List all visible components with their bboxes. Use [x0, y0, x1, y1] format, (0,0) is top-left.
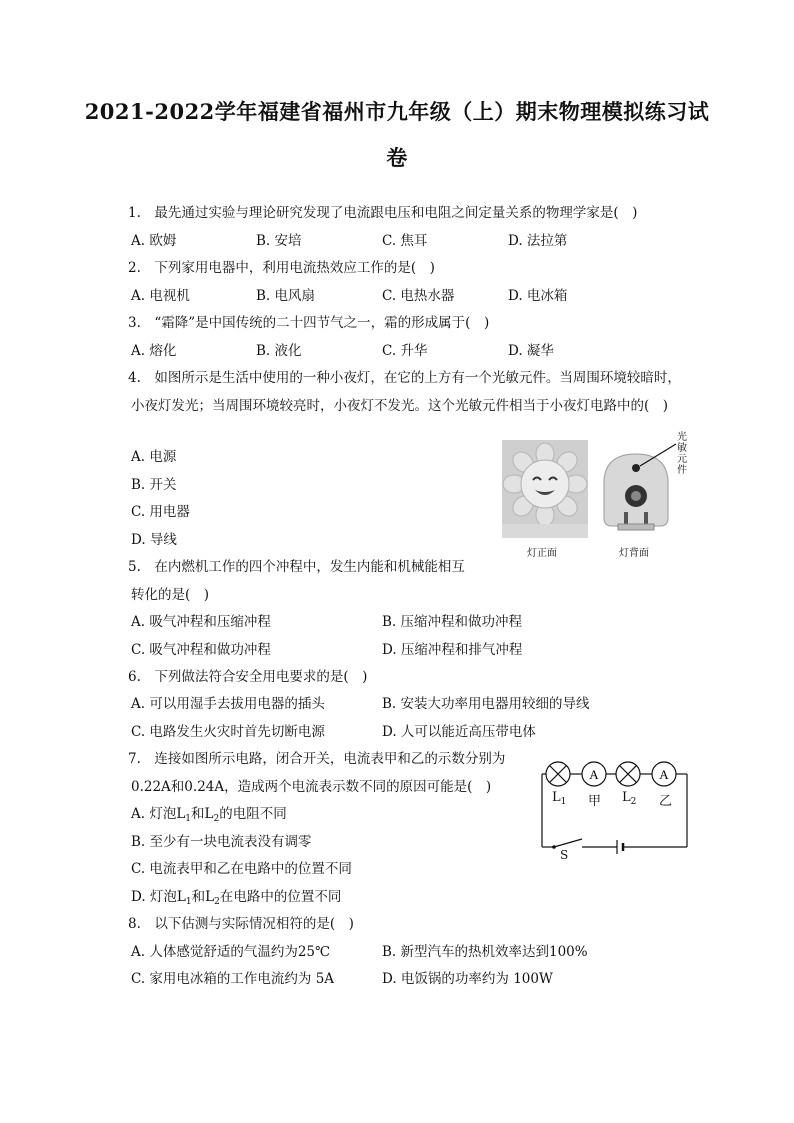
lamp-1-symbol [546, 762, 570, 786]
q4-option-d: D. 导线 [131, 532, 177, 548]
sensor-label-char: 敏 [677, 443, 687, 454]
subscript: 2 [213, 814, 220, 824]
q5-option-b: B. 压缩冲程和做功冲程 [382, 614, 523, 630]
q1-option-d: D. 法拉第 [508, 233, 568, 249]
q1-option-b: B. 安培 [256, 233, 302, 249]
q7-option-a-part: 的电阻不同 [219, 806, 287, 822]
lamp-2-subscript: 2 [630, 797, 637, 807]
q5-option-a: A. 吸气冲程和压缩冲程 [131, 614, 271, 630]
question-7-text-line1: 7. 连接如图所示电路，闭合开关，电流表甲和乙的示数分别为 [128, 751, 506, 767]
q7-option-d-part: 在电路中的位置不同 [219, 889, 342, 905]
q8-option-d: D. 电饭锅的功率约为 100W [382, 971, 553, 987]
q7-option-d-part: 和L [191, 889, 215, 905]
page-title-line2: 卷 [386, 145, 408, 170]
q2-option-b: B. 电风扇 [256, 288, 316, 304]
question-2-text: 2. 下列家用电器中，利用电流热效应工作的是( ) [128, 260, 435, 276]
subscript: 1 [185, 814, 192, 824]
q3-option-c: C. 升华 [382, 343, 428, 359]
subscript: 2 [214, 897, 220, 907]
q8-option-a: A. 人体感觉舒适的气温约为25℃ [131, 944, 331, 960]
night-light-front-photo [502, 440, 588, 538]
q5-option-c: C. 吸气冲程和做功冲程 [131, 642, 271, 658]
q6-option-d: D. 人可以能近高压带电体 [382, 724, 536, 740]
q7-option-a [131, 805, 287, 828]
q7-option-b: B. 至少有一块电流表没有调零 [131, 834, 312, 850]
switch-label: S [560, 848, 569, 862]
q2-option-c: C. 电热水器 [382, 288, 455, 304]
lamp-2-label [622, 790, 636, 807]
q2-option-d: D. 电冰箱 [508, 288, 568, 304]
ammeter-2-symbol [652, 762, 676, 786]
q8-option-b: B. 新型汽车的热机效率达到100% [382, 944, 588, 960]
q1-option-c: C. 焦耳 [382, 233, 428, 249]
page-title: 2021-2022学年福建省福州市九年级（上）期末物理模拟练习试 [84, 99, 710, 124]
ammeter-2-letter: A [659, 767, 669, 782]
question-1-text: 1. 最先通过实验与理论研究发现了电流跟电压和电阻之间定量关系的物理学家是( ) [128, 205, 638, 221]
q1-option-a: A. 欧姆 [131, 233, 177, 249]
question-8-text: 8. 以下估测与实际情况相符的是( ) [128, 916, 354, 932]
lamp-1-label [552, 790, 566, 807]
q3-option-d: D. 凝华 [508, 343, 554, 359]
lamp-1-subscript: 1 [560, 797, 567, 807]
question-6-text: 6. 下列做法符合安全用电要求的是( ) [128, 669, 368, 685]
lamp-2-symbol [616, 762, 640, 786]
q7-option-d [131, 888, 341, 911]
q7-option-d-part: D. 灯泡L [131, 889, 186, 905]
q2-option-a: A. 电视机 [131, 288, 190, 304]
ammeter-1-letter: A [589, 767, 599, 782]
question-3-text: 3. “霜降”是中国传统的二十四节气之一，霜的形成属于( ) [128, 315, 490, 331]
meter-jia-label: 甲 [588, 794, 602, 809]
q7-option-c: C. 电流表甲和乙在电路中的位置不同 [131, 861, 352, 877]
q6-option-a: A. 可以用湿手去拔用电器的插头 [131, 696, 325, 712]
sensor-label-char: 光 [677, 432, 687, 443]
q6-option-b: B. 安装大功率用电器用较细的导线 [382, 696, 590, 712]
caption-light-back: 灯背面 [619, 548, 649, 559]
q4-option-b: B. 开关 [131, 477, 177, 493]
question-4-text-line1: 4. 如图所示是生活中使用的一种小夜灯，在它的上方有一个光敏元件。当周围环境较暗时， [128, 370, 681, 386]
q8-option-c: C. 家用电冰箱的工作电流约为 5A [131, 971, 335, 987]
ammeter-1-symbol [582, 762, 606, 786]
question-5-text-line1: 5. 在内燃机工作的四个冲程中，发生内能和机械能相互 [128, 559, 465, 575]
q4-option-a: A. 电源 [131, 449, 177, 465]
q5-option-d: D. 压缩冲程和排气冲程 [382, 642, 523, 658]
sensor-pointer-line [638, 440, 680, 468]
q4-option-c: C. 用电器 [131, 504, 190, 520]
switch-pivot [552, 845, 556, 849]
meter-yi-label: 乙 [659, 794, 673, 809]
sensor-label [677, 432, 689, 476]
question-5-text-line2: 转化的是( ) [131, 587, 210, 603]
q6-option-c: C. 电路发生火灾时首先切断电源 [131, 724, 325, 740]
q7-option-a-part: A. 灯泡L [131, 806, 186, 822]
caption-light-front: 灯正面 [527, 548, 557, 559]
subscript: 1 [185, 897, 192, 907]
circuit-diagram [528, 758, 694, 864]
sensor-label-char: 元 [677, 454, 687, 465]
lamp-1-letter: L [552, 790, 561, 805]
question-4-text-line2: 小夜灯发光；当周围环境较亮时，小夜灯不发光。这个光敏元件相当于小夜灯电路中的( ) [131, 398, 669, 414]
q3-option-a: A. 熔化 [131, 343, 177, 359]
question-7-text-line2: 0.22A和0.24A，造成两个电流表示数不同的原因可能是( ) [131, 779, 492, 795]
q3-option-b: B. 液化 [256, 343, 302, 359]
q7-option-a-part: 和L [191, 806, 214, 822]
sensor-label-char: 件 [677, 465, 687, 476]
lamp-2-letter: L [622, 790, 631, 805]
